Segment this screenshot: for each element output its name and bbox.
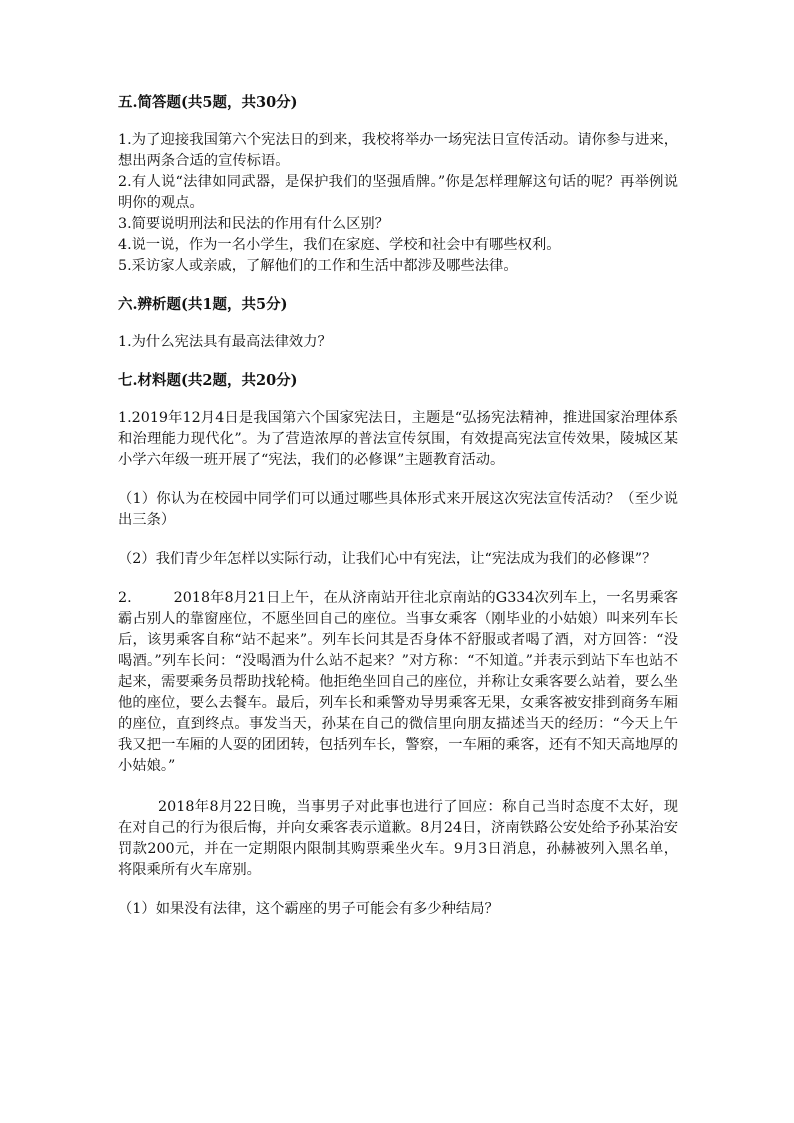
material-passage: 2018年8月22日晚，当事男子对此事也进行了回应：称自己当时态度不太好，现在对自己的行为很后悔，并向女乘客表示道歉。8月24日，济南铁路公安处给予孙某治安罚款200元，并在一定期限内限制其购票乘坐火车。9月3日消息，孙赫被列入黑名单，将限乘所有火车席别。 [118,799,678,878]
section-heading: 七.材料题(共2题，共20分) [118,372,298,389]
material-passage [118,588,678,777]
exam-page [118,92,678,920]
question-item: 5.采访家人或亲戚，了解他们的工作和生活中都涉及哪些法律。 [118,258,518,274]
question-item: 1.为了迎接我国第六个宪法日的到来，我校将举办一场宪法日宣传活动。请你参与进来，想出两条合适的宣传标语。 [118,132,678,169]
question-item: 1.为什么宪法具有最高法律效力？ [118,334,332,350]
sub-question: （2）我们青少年怎样以实际行动，让我们心中有宪法，让“宪法成为我们的必修课”？ [118,551,657,567]
question-number: 2. [118,590,132,606]
section-analysis [118,294,678,353]
passage-text: 2018年8月21日上午，在从济南站开往北京南站的G334次列车上，一名男乘客霸占别人的靠窗座位，不愿坐回自己的座位。当事女乘客（刚毕业的小姑娘）叫来列车长后，该男乘客自称“站不起来”。列车长问其是否身体不舒服或者喝了酒，对方回答：“没喝酒。”列车长问：“没喝酒为什么站不起来？”对方称：“不知道。”并表示到站下车也站不起来，需要乘务员帮助找轮椅。他拒绝坐回自己的座位，并称让女乘客要么站着，要么坐他的座位，要么去餐车。最后，列车长和乘警劝导男乘客无果，女乘客被安排到商务车厢的座位，直到终点。事发当天，孙某在自己的微信里向朋友描述当天的经历：“今天上午我又把一车厢的人耍的团团转，包括列车长，警察，一车厢的乘客，还有不知天高地厚的小姑娘。” [118,590,678,774]
section-material [118,370,678,920]
section-short-answer [118,92,678,277]
material-intro: 1.2019年12月4日是我国第六个国家宪法日，主题是“弘扬宪法精神，推进国家治理体系和治理能力现代化”。为了营造浓厚的普法宣传氛围，有效提高宪法宣传效果，陵城区某小学六年级一班开展了“宪法，我们的必修课”主题教育活动。 [118,410,678,468]
sub-question: （1）如果没有法律，这个霸座的男子可能会有多少种结局？ [118,901,499,917]
section-heading: 六.辨析题(共1题，共5分) [118,296,288,313]
question-item: 2.有人说“法律如同武器，是保护我们的坚强盾牌。”你是怎样理解这句话的呢？再举例说明你的观点。 [118,174,678,211]
section-heading: 五.简答题(共5题，共30分) [118,94,298,111]
question-item: 3.简要说明刑法和民法的作用有什么区别？ [118,216,389,232]
sub-question: （1）你认为在校园中同学们可以通过哪些具体形式来开展这次宪法宣传活动？（至少说出三条） [118,491,678,528]
question-item: 4.说一说，作为一名小学生，我们在家庭、学校和社会中有哪些权利。 [118,237,561,253]
